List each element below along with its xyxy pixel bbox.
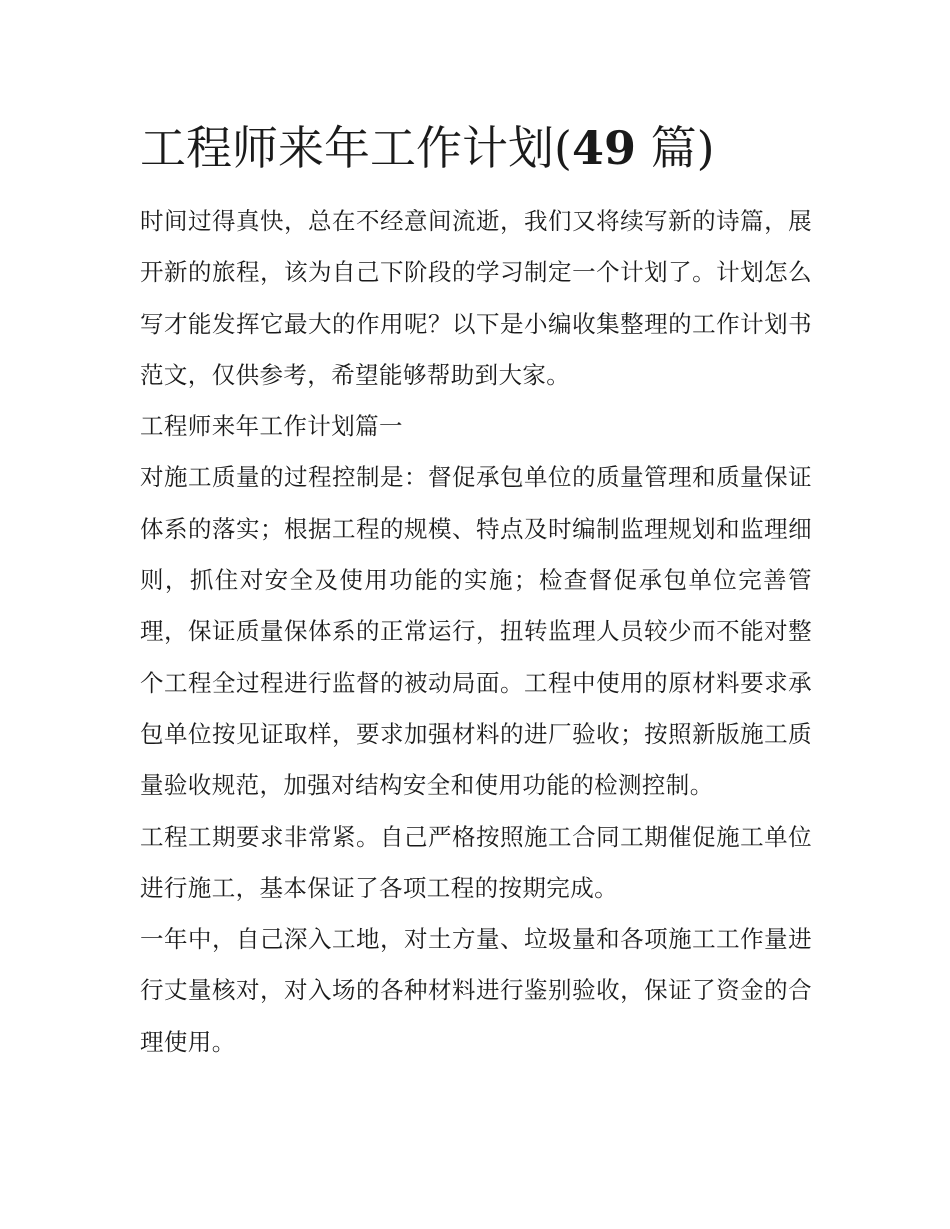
- document-body: [140, 196, 812, 1068]
- page-title: [140, 118, 820, 178]
- title-prefix: 工程师来年工作计划(: [140, 121, 572, 175]
- schedule-paragraph: 工程工期要求非常紧。自己严格按照施工合同工期催促施工单位进行施工，基本保证了各项工程的按期完成。: [140, 822, 812, 902]
- measurement-paragraph: 一年中，自己深入工地，对土方量、垃圾量和各项施工工作量进行丈量核对，对入场的各种材料进行鉴别验收，保证了资金的合理使用。: [140, 925, 812, 1056]
- title-suffix: 篇): [635, 121, 715, 175]
- section-heading: 工程师来年工作计划篇一: [140, 412, 403, 441]
- title-number: 49: [571, 121, 636, 175]
- intro-paragraph: 时间过得真快，总在不经意间流逝，我们又将续写新的诗篇，展开新的旅程，该为自己下阶段的学习制定一个计划了。计划怎么写才能发挥它最大的作用呢？以下是小编收集整理的工作计划书范文，仅供参考，希望能够帮助到大家。: [140, 207, 812, 389]
- quality-control-paragraph: 对施工质量的过程控制是：督促承包单位的质量管理和质量保证体系的落实；根据工程的规模、特点及时编制监理规划和监理细则，抓住对安全及使用功能的实施；检查督促承包单位完善管理，保证质量保体系的正常运行，扭转监理人员较少而不能对整个工程全过程进行监督的被动局面。工程中使用的原材料要求承包单位按见证取样，要求加强材料的进厂验收；按照新版施工质量验收规范，加强对结构安全和使用功能的检测控制。: [140, 463, 812, 800]
